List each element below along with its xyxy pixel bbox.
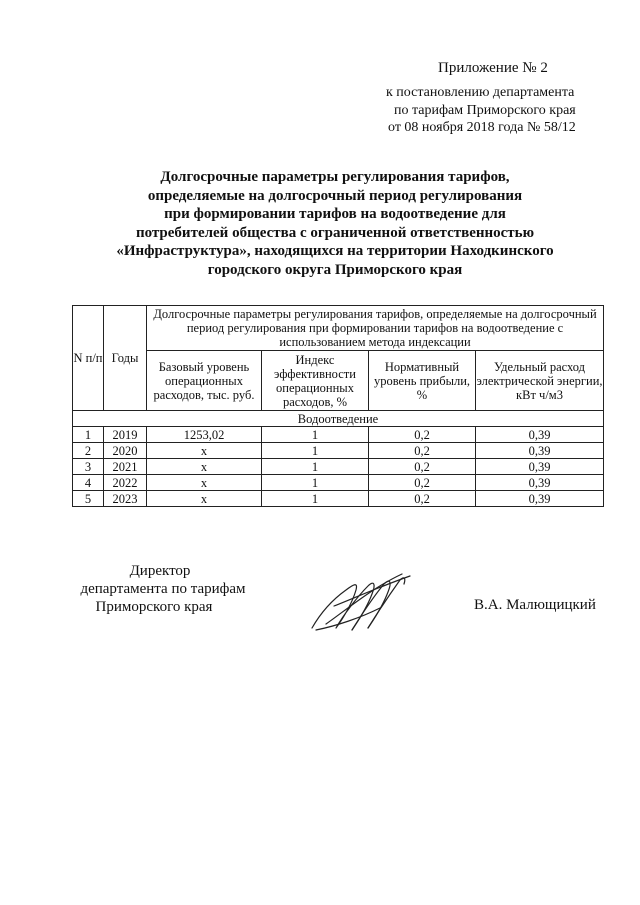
cell-year: 2020: [104, 443, 147, 459]
cell-number: 2: [73, 443, 104, 459]
section-label: Водоотведение: [73, 411, 604, 427]
signatory-title-line: Директор: [129, 563, 191, 579]
header-base-expenses: Базовый уровень операционных расходов, тыс. руб.: [147, 351, 262, 411]
cell-energy: 0,39: [476, 443, 604, 459]
appendix-line: к постановлению департамента: [386, 85, 575, 100]
table-row: [73, 427, 604, 443]
cell-number: 4: [73, 475, 104, 491]
title-line: определяемые на долгосрочный период регулирования: [147, 187, 523, 204]
handwritten-signature: [306, 566, 416, 638]
cell-base: x: [147, 475, 262, 491]
cell-year: 2021: [104, 459, 147, 475]
cell-base: 1253,02: [147, 427, 262, 443]
cell-index: 1: [262, 459, 369, 475]
appendix-line: от 08 ноября 2018 года № 58/12: [388, 120, 576, 135]
cell-year: 2022: [104, 475, 147, 491]
document-title: [100, 168, 570, 279]
cell-base: x: [147, 443, 262, 459]
cell-year: 2023: [104, 491, 147, 507]
cell-index: 1: [262, 443, 369, 459]
table-row: [73, 491, 604, 507]
appendix-reference: [0, 84, 576, 137]
cell-index: 1: [262, 491, 369, 507]
table-row: [73, 475, 604, 491]
title-line: городского округа Приморского края: [207, 261, 463, 278]
cell-energy: 0,39: [476, 427, 604, 443]
appendix-label: Приложение № 2: [438, 60, 548, 76]
cell-number: 5: [73, 491, 104, 507]
header-profit-level: Нормативный уровень прибыли, %: [369, 351, 476, 411]
appendix-line: по тарифам Приморского края: [394, 102, 576, 118]
cell-base: x: [147, 491, 262, 507]
title-line: «Инфраструктура», находящихся на территории Находкинского: [116, 243, 554, 259]
cell-energy: 0,39: [476, 491, 604, 507]
parameters-table: [72, 305, 604, 507]
cell-number: 1: [73, 427, 104, 443]
title-line: Долгосрочные параметры регулирования тарифов,: [160, 169, 510, 185]
cell-base: x: [147, 459, 262, 475]
cell-profit: 0,2: [369, 475, 476, 491]
signatory-title-line: Приморского края: [95, 599, 213, 615]
signatory-title-line: департамента по тарифам: [80, 581, 246, 597]
cell-index: 1: [262, 475, 369, 491]
cell-index: 1: [262, 427, 369, 443]
cell-profit: 0,2: [369, 443, 476, 459]
cell-profit: 0,2: [369, 427, 476, 443]
header-group: Долгосрочные параметры регулирования тарифов, определяемые на долгосрочный период регулирования при формировании тарифов на водоотведение с использованием метода индексации: [147, 306, 604, 351]
cell-energy: 0,39: [476, 475, 604, 491]
cell-profit: 0,2: [369, 459, 476, 475]
signatory-name: В.А. Малющицкий: [474, 597, 596, 613]
cell-year: 2019: [104, 427, 147, 443]
cell-profit: 0,2: [369, 491, 476, 507]
cell-energy: 0,39: [476, 459, 604, 475]
title-line: при формировании тарифов на водоотведение для: [164, 206, 506, 222]
cell-number: 3: [73, 459, 104, 475]
header-energy-consumption: Удельный расход электрической энергии, кВт ч/м3: [476, 351, 604, 411]
header-number: N п/п: [73, 306, 104, 411]
header-year: Годы: [104, 306, 147, 411]
signatory-title: [78, 562, 248, 616]
table-row: [73, 459, 604, 475]
header-efficiency-index: Индекс эффективности операционных расходов, %: [262, 351, 369, 411]
title-line: потребителей общества с ограниченной ответственностью: [135, 224, 535, 241]
table-row: [73, 443, 604, 459]
